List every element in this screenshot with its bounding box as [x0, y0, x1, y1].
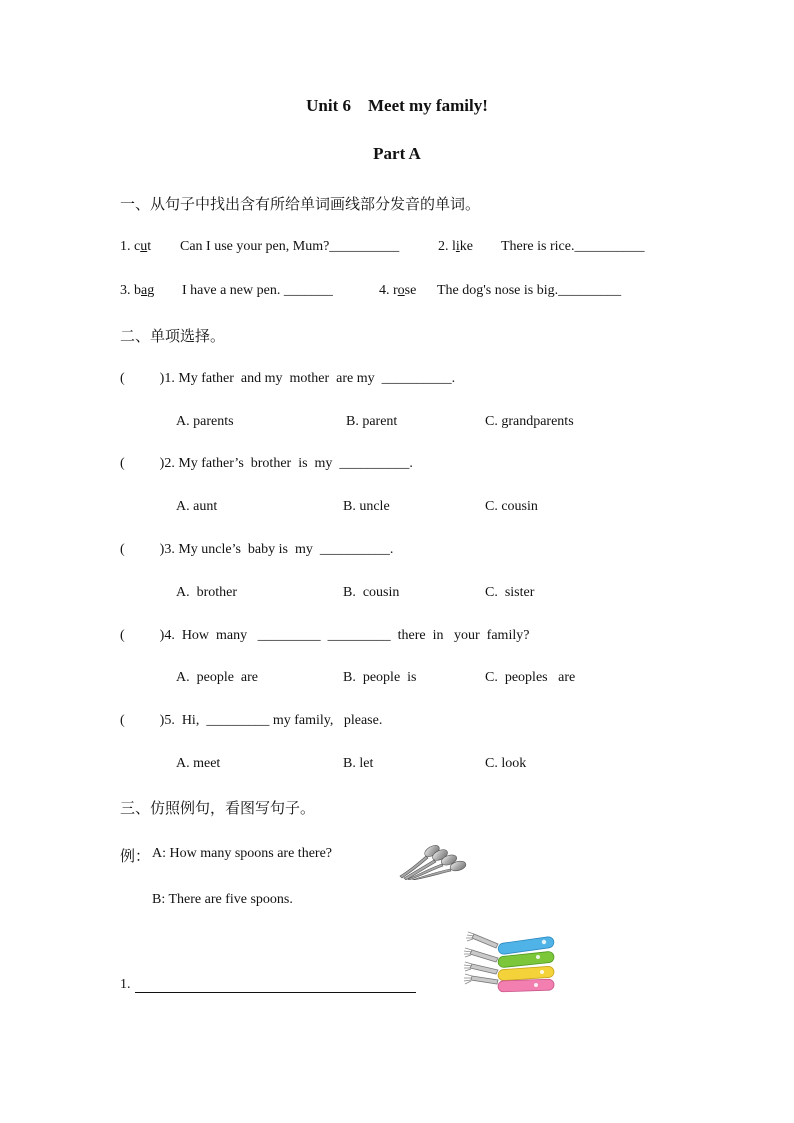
s1-item-1: 1. cut — [120, 239, 152, 254]
q5-option-a: A. meet — [176, 756, 221, 771]
section1-heading: 一、从句子中找出含有所给单词画线部分发音的单词。 — [120, 195, 481, 213]
q1-stem: ( )1. My father and my mother are my __________. — [120, 371, 456, 386]
q5-stem: ( )5. Hi, _________ my family, please. — [120, 713, 383, 728]
q3-option-a: A. brother — [176, 585, 238, 600]
q4-option-a: A. people are — [176, 670, 259, 685]
example-answer: B: There are five spoons. — [152, 892, 293, 907]
q1-option-b: B. parent — [346, 414, 398, 429]
q5-option-c: C. look — [485, 756, 527, 771]
q5-option-b: B. let — [343, 756, 374, 771]
q3-stem: ( )3. My uncle’s baby is my __________. — [120, 542, 394, 557]
q2-stem: ( )2. My father’s brother is my __________. — [120, 456, 413, 471]
q1-answer-number: 1. — [120, 977, 131, 992]
example-label: 例： — [120, 847, 151, 865]
q4-stem: ( )4. How many _________ _________ there in your family? — [120, 628, 530, 643]
q2-option-c: C. cousin — [485, 499, 538, 514]
q2-option-b: B. uncle — [343, 499, 390, 514]
s1-sentence-2: There is rice.__________ — [501, 239, 645, 254]
section2-heading: 二、单项选择。 — [120, 327, 226, 345]
spoons-image — [396, 836, 470, 880]
q1-option-a: A. parents — [176, 414, 234, 429]
s1-item-4: 4. rose — [379, 283, 417, 298]
q4-option-c: C. peoples are — [485, 670, 576, 685]
q1-answer-line[interactable] — [135, 992, 416, 993]
s1-sentence-3: I have a new pen. _______ — [182, 283, 333, 298]
q3-option-c: C. sister — [485, 585, 535, 600]
s1-item-3: 3. bag — [120, 283, 155, 298]
example-question: A: How many spoons are there? — [152, 846, 333, 861]
forks-image — [458, 926, 562, 1002]
section3-heading: 三、仿照例句，看图写句子。 — [120, 799, 316, 817]
s1-item-2: 2. like — [438, 239, 473, 254]
page-subtitle: Part A — [373, 144, 421, 163]
q3-option-b: B. cousin — [343, 585, 400, 600]
s1-sentence-1: Can I use your pen, Mum?__________ — [180, 239, 400, 254]
q1-option-c: C. grandparents — [485, 414, 574, 429]
page-title: Unit 6 Meet my family! — [306, 96, 488, 115]
q2-option-a: A. aunt — [176, 499, 218, 514]
q4-option-b: B. people is — [343, 670, 417, 685]
s1-sentence-4: The dog's nose is big._________ — [437, 283, 622, 298]
